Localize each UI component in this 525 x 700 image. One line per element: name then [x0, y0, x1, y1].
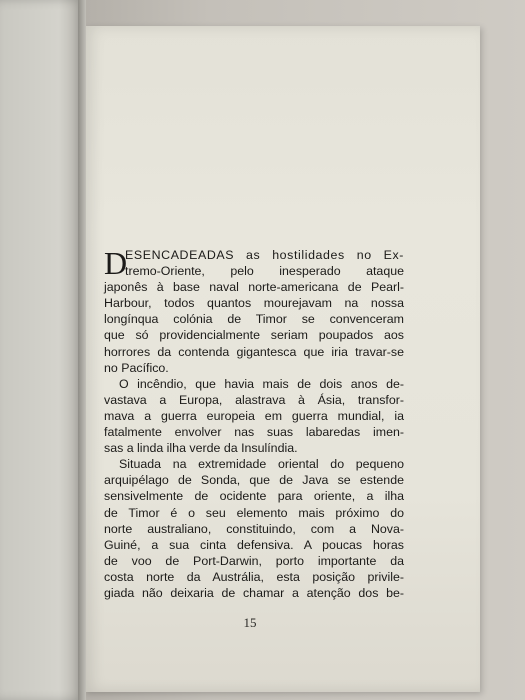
opening-text: ESENCADEADAS as hostilidades no Ex- [125, 248, 404, 262]
text-line: de voo de Port-Darwin, porto importante da [104, 553, 404, 568]
text-line: Harbour, todos quantos mourejavam na nossa [104, 296, 404, 311]
text-line: sas a linda ilha verde da Insulíndia. [104, 441, 298, 456]
text-line: fatalmente envolver nas suas labaredas imen- [104, 425, 404, 440]
text-line: longínqua colónia de Timor se convenceram [104, 312, 404, 327]
body-text [104, 247, 404, 601]
left-page-edge [0, 0, 84, 700]
text-line: que só providencialmente seriam poupados aos [104, 328, 404, 343]
page-number: 15 [243, 615, 257, 630]
text-line: vastava a Europa, alastrava à Ásia, transfor- [104, 392, 404, 407]
paragraph-1 [104, 247, 404, 376]
text-line: costa norte da Austrália, esta posição privile- [104, 569, 404, 584]
paragraph-2 [104, 376, 404, 456]
text-line: arquipélago de Sonda, que de Java se estende [104, 473, 404, 488]
book-gutter [78, 0, 86, 700]
drop-cap: D [104, 245, 128, 281]
paragraph-3 [104, 456, 404, 601]
text-line: Situada na extremidade oriental do pequeno [119, 457, 404, 472]
text-line: horrores da contenda gigantesca que iria travar-se [104, 344, 404, 359]
text-line: no Pacífico. [104, 360, 169, 375]
text-line: O incêndio, que havia mais de dois anos de- [119, 376, 404, 391]
text-line: sensivelmente de ocidente para oriente, a ilha [104, 489, 404, 504]
text-line: norte australiano, constituindo, com a Nova- [104, 521, 404, 536]
text-line: Guiné, a sua cinta defensiva. A poucas horas [104, 537, 404, 552]
text-line: giada não deixaria de chamar a atenção dos be- [104, 585, 404, 600]
text-line: mava a guerra europeia em guerra mundial, ia [104, 408, 404, 423]
text-line: de Timor é o seu elemento mais próximo do [104, 505, 404, 520]
text-line: japonês à base naval norte-americana de Pearl- [104, 280, 404, 295]
text-line: tremo-Oriente, pelo inesperado ataque [125, 264, 404, 279]
